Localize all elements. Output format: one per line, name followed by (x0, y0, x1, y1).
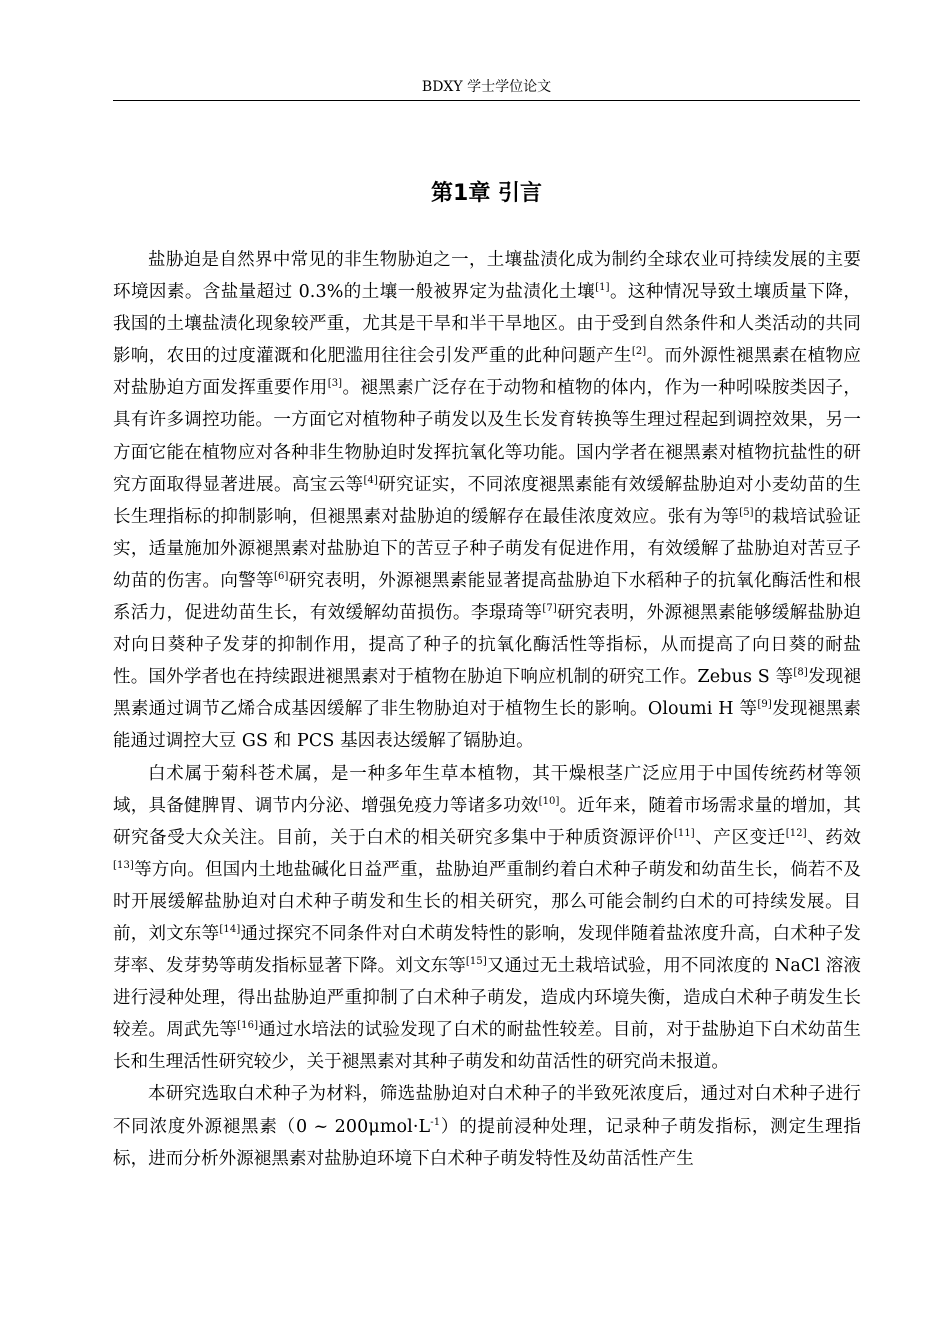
text-run: 等方向。但国内土地盐碱化日益严重，盐胁迫严重制约着白术种子萌发和幼苗生长，倘若不及时开展缓解盐胁迫对白术种子萌发和生长的相关研究，那么可能会制约白术的可持续发展。目前，刘文东等 (113, 859, 861, 944)
paragraph-2 (113, 758, 861, 1079)
text-run: 通过探究不同条件对白术萌发特性的影响，发现伴随着盐浓度升高，白术种子发芽率、发芽势等萌发指标显著下降。刘文东等 (113, 923, 861, 977)
header-rule (113, 100, 860, 101)
citation-ref: [7] (542, 603, 557, 615)
citation-ref: [3] (327, 378, 343, 390)
citation-ref: [15] (465, 956, 487, 968)
running-header: BDXY 学士学位论文 (421, 79, 552, 95)
text-run: 。这种情况导致土壤质量下降，我国的土壤盐渍化现象较严重，尤其是干旱和半干旱地区。由于受到自然条件和人类活动的共同影响，农田的过度灌溉和化肥滥用往往会引发严重的此种问题产生 (113, 282, 861, 367)
text-run: 研究表明，外源褪黑素能显著提高盐胁迫下水稻种子的抗氧化酶活性和根系活力，促进幼苗生长，有效缓解幼苗损伤。李璟琦等 (113, 570, 862, 624)
citation-ref: [5] (739, 506, 754, 518)
citation-ref: [16] (237, 1020, 259, 1032)
text-run: 的栽培试验证实，适量施加外源褪黑素对盐胁迫下的苦豆子种子萌发有促进作用，有效缓解了盐胁迫对苦豆子幼苗的伤害。向警等 (113, 506, 862, 591)
citation-ref: [10] (538, 795, 560, 807)
citation-ref: [4] (363, 474, 378, 486)
text-run: 又通过无土栽培试验，用不同浓度的 NaCl 溶液进行浸种处理，得出盐胁迫严重抑制了白术种子萌发，造成内环境失衡，造成白术种子萌发生长较差。周武先等 (113, 956, 861, 1041)
citation-ref: [14] (219, 924, 241, 936)
citation-ref: -1 (430, 1116, 441, 1128)
citation-ref: [1] (595, 282, 610, 294)
citation-ref: [8] (793, 667, 808, 679)
text-run: 白术属于菊科苍术属，是一种多年生草本植物，其干燥根茎广泛应用于中国传统药材等领域，具备健脾胃、调节内分泌、增强免疫力等诸多功效 (113, 763, 861, 816)
text-run: 通过水培法的试验发现了白术的耐盐性较差。目前，对于盐胁迫下白术幼苗生长和生理活性研究较少，关于褪黑素对其种子萌发和幼苗活性的研究尚未报道。 (113, 1020, 861, 1073)
paragraph-3 (113, 1078, 861, 1174)
text-run: 发现褪黑素能通过调控大豆 GS 和 PCS 基因表达缓解了镉胁迫。 (113, 699, 862, 752)
text-run: 发现褪黑素通过调节乙烯合成基因缓解了非生物胁迫对于植物生长的影响。Oloumi H 等 (113, 667, 862, 720)
citation-ref: [6] (274, 571, 289, 583)
chapter-title: 第1章 引言 (431, 181, 542, 206)
citation-ref: [9] (757, 699, 772, 711)
text-run: ）的提前浸种处理，记录种子萌发指标，测定生理指标，进而分析外源褪黑素对盐胁迫环境下白术种子萌发特性及幼苗活性产生 (113, 1116, 861, 1169)
text-run: 盐胁迫是自然界中常见的非生物胁迫之一，土壤盐渍化成为制约全球农业可持续发展的主要环境因素。含盐量超过 0.3%的土壤一般被界定为盐渍化土壤 (113, 250, 861, 303)
body-text (113, 244, 861, 1175)
text-run: 。近年来，随着市场需求量的增加，其研究备受大众关注。目前，关于白术的相关研究多集中于种质资源评价 (113, 795, 861, 848)
text-run: 、产区变迁 (694, 827, 786, 848)
citation-ref: [12] (785, 827, 807, 839)
text-run: 。而外源性褪黑素在植物应对盐胁迫方面发挥重要作用 (113, 346, 862, 399)
citation-ref: [13] (113, 859, 134, 871)
paragraph-1 (113, 244, 861, 758)
text-run: 、药效 (806, 827, 861, 848)
text-run: 本研究选取白术种子为材料，筛选盐胁迫对白术种子的半致死浓度后，通过对白术种子进行不同浓度外源褪黑素（0 ~ 200μmol·L (113, 1084, 861, 1137)
citation-ref: [2] (631, 346, 647, 358)
citation-ref: [11] (673, 827, 695, 839)
text-run: 。褪黑素广泛存在于动物和植物的体内，作为一种吲哚胺类因子，具有许多调控功能。一方面它对植物种子萌发以及生长发育转换等生理过程起到调控效果，另一方面它能在植物应对各种非生物胁迫时发挥抗氧化等功能。国内学者在褪黑素对植物抗盐性的研究方面取得显著进展。高宝云等 (113, 378, 862, 495)
text-run: 研究证实，不同浓度褪黑素能有效缓解盐胁迫对小麦幼苗的生长生理指标的抑制影响，但褪黑素对盐胁迫的缓解存在最佳浓度效应。张有为等 (113, 474, 862, 527)
text-run: 研究表明，外源褪黑素能够缓解盐胁迫对向日葵种子发芽的抑制作用，提高了种子的抗氧化酶活性等指标，从而提高了向日葵的耐盐性。国外学者也在持续跟进褪黑素对于植物在胁迫下响应机制的研究工作。Zebus S 等 (113, 603, 862, 688)
